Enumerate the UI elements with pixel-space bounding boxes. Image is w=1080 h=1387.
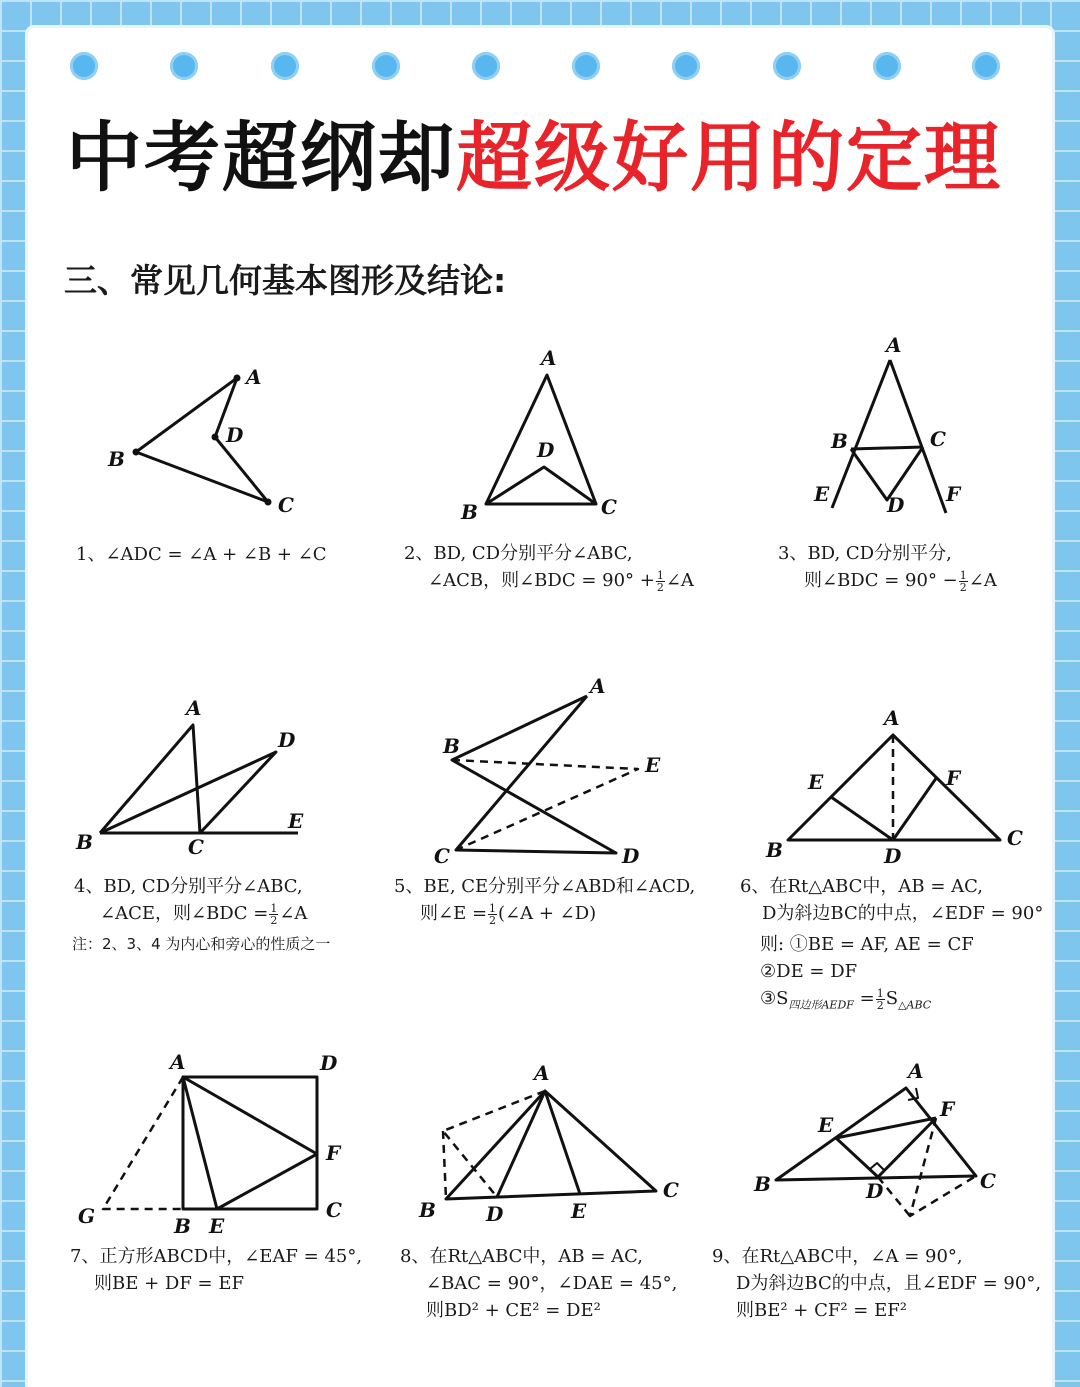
caption-6-eq: = [853, 988, 875, 1009]
binder-hole [972, 52, 1000, 80]
label-d: D [884, 844, 902, 868]
caption-4-line-2 [74, 900, 307, 927]
frac-num: 1 [959, 568, 967, 582]
label-e: E [209, 1214, 225, 1238]
point-c [265, 499, 272, 506]
fraction [959, 570, 968, 593]
caption-2-angle: ∠A [665, 570, 694, 591]
label-d: D [866, 1179, 884, 1203]
label-d: D [887, 493, 905, 517]
point-b [133, 449, 140, 456]
binder-hole [372, 52, 400, 80]
segment-bc [851, 447, 923, 449]
label-a: A [541, 346, 557, 370]
caption-3-line-2 [778, 567, 997, 594]
label-c: C [278, 493, 294, 517]
label-a: A [534, 1061, 550, 1085]
frac-den: 2 [489, 913, 497, 927]
point-a [234, 375, 241, 382]
caption-6-sub-1: 四边形AEDF [788, 998, 854, 1012]
label-a: A [590, 674, 606, 698]
label-c: C [663, 1178, 679, 1202]
label-b: B [174, 1214, 191, 1238]
title-red-part: 超级好用的定理 [456, 113, 1002, 202]
bisectors-bd-cd [100, 752, 276, 833]
page-title [66, 108, 1002, 208]
caption-7 [70, 1243, 362, 1297]
caption-6-line-5 [740, 985, 1043, 1019]
caption-6-line-1: 6、在Rt△ABC中，AB = AC, [740, 876, 984, 897]
right-angle-mark-d [870, 1163, 884, 1170]
label-e: E [645, 753, 661, 777]
label-f: F [946, 482, 961, 506]
caption-7-line-1: 7、正方形ABCD中，∠EAF = 45°, [70, 1246, 363, 1267]
frac-den: 2 [876, 998, 884, 1012]
triangle-abc [100, 725, 200, 833]
figure-8-diagram [410, 1055, 700, 1235]
label-e: E [808, 770, 824, 794]
caption-1-line: 1、∠ADC = ∠A + ∠B + ∠C [76, 544, 327, 565]
label-e: E [288, 809, 304, 833]
caption-4 [74, 873, 307, 927]
caption-2-line-1: 2、BD, CD分别平分∠ABC, [404, 543, 633, 564]
label-b: B [754, 1172, 771, 1196]
label-f: F [940, 1097, 955, 1121]
binder-hole [271, 52, 299, 80]
label-b: B [461, 500, 478, 524]
label-b: B [443, 734, 460, 758]
figure-1-outline [136, 378, 268, 502]
point-d [212, 434, 219, 441]
caption-8-line-2: ∠BAC = 90°，∠DAE = 45°, [426, 1273, 678, 1294]
label-c: C [601, 495, 617, 519]
binder-hole [773, 52, 801, 80]
caption-4-angle: ∠A [279, 903, 308, 924]
binder-hole [873, 52, 901, 80]
figure-6-diagram [760, 705, 1030, 870]
caption-9-line-2: D为斜边BC的中点，且∠EDF = 90°, [736, 1273, 1042, 1294]
label-f: F [326, 1141, 341, 1165]
label-d: D [486, 1202, 504, 1226]
caption-1 [76, 541, 327, 568]
caption-4-line-1: 4、BD, CD分别平分∠ABC, [74, 876, 303, 897]
figure-3-diagram [810, 335, 980, 525]
label-c: C [1007, 826, 1023, 850]
section-heading: 三、常见几何基本图形及结论: [64, 261, 507, 300]
label-a: A [908, 1059, 924, 1083]
label-a: A [884, 706, 900, 730]
label-d: D [622, 844, 640, 868]
label-c: C [930, 427, 946, 451]
caption-3-angle: ∠A [968, 570, 997, 591]
caption-6-s-2: S [885, 988, 899, 1009]
caption-2-line-2 [404, 567, 694, 594]
label-a: A [170, 1050, 186, 1074]
label-e: E [571, 1199, 587, 1223]
construction-b-link [443, 1131, 446, 1199]
label-b: B [766, 838, 783, 862]
caption-6-line-2: D为斜边BC的中点，∠EDF = 90° [762, 903, 1044, 924]
binder-hole [472, 52, 500, 80]
figure-9-diagram [750, 1060, 1020, 1230]
caption-6-sub-2: △ABC [898, 998, 932, 1012]
fraction [876, 988, 885, 1011]
caption-9 [712, 1243, 1041, 1324]
caption-7-line-2: 则BE + DF = EF [94, 1273, 244, 1294]
figure-1-diagram [100, 360, 320, 530]
frac-den: 2 [656, 580, 664, 594]
caption-3-text: 则∠BDC = 90° − [804, 570, 958, 591]
caption-9-line-3: 则BE² + CF² = EF² [736, 1300, 907, 1321]
binder-hole [672, 52, 700, 80]
fraction [488, 903, 497, 926]
frac-den: 2 [959, 580, 967, 594]
construction-a-g-b [103, 1077, 183, 1209]
label-c: C [434, 844, 450, 868]
label-c: C [980, 1169, 996, 1193]
label-d: D [226, 423, 244, 447]
label-e: E [814, 482, 830, 506]
frac-den: 2 [270, 913, 278, 927]
figure-2-diagram [450, 345, 640, 525]
label-a: A [246, 365, 262, 389]
caption-6-s-1: ③S [760, 988, 789, 1009]
caption-5-angle: (∠A + ∠D) [498, 903, 597, 924]
caption-8-line-3: 则BD² + CE² = DE² [426, 1300, 601, 1321]
label-b: B [831, 429, 848, 453]
frac-num: 1 [270, 901, 278, 915]
label-c: C [326, 1198, 342, 1222]
frac-num: 1 [876, 986, 884, 1000]
label-b: B [419, 1198, 436, 1222]
label-e: E [818, 1113, 834, 1137]
caption-5-line-2 [394, 900, 695, 927]
label-f: F [946, 766, 961, 790]
segments-ed-df [831, 777, 937, 840]
figure-5-diagram [420, 674, 661, 870]
figure-4-diagram [70, 695, 320, 865]
triangle-aef [183, 1077, 317, 1209]
caption-6 [740, 873, 1043, 1019]
path-a-b-d-c-a [452, 696, 616, 853]
caption-5-text: 则∠E = [420, 903, 488, 924]
caption-3-line-1: 3、BD, CD分别平分, [778, 543, 952, 564]
label-g: G [78, 1204, 96, 1228]
label-d: D [537, 438, 555, 462]
caption-2 [404, 540, 694, 594]
figure-7-diagram [70, 1045, 360, 1240]
label-a: A [186, 696, 202, 720]
binder-hole [572, 52, 600, 80]
label-b: B [76, 830, 93, 854]
caption-8-line-1: 8、在Rt△ABC中，AB = AC, [400, 1246, 644, 1267]
binder-hole [170, 52, 198, 80]
binder-hole [70, 52, 98, 80]
caption-5 [394, 873, 695, 927]
caption-4-text: ∠ACE，则∠BDC = [100, 903, 269, 924]
label-a: A [886, 333, 902, 357]
caption-9-line-1: 9、在Rt△ABC中，∠A = 90°, [712, 1246, 963, 1267]
caption-6-line-3: 则: ①BE = AF, AE = CF [760, 934, 974, 955]
label-c: C [188, 835, 204, 859]
bisectors-be-ce [452, 760, 638, 850]
fraction [269, 903, 278, 926]
title-black-part: 中考超纲却 [66, 113, 456, 202]
note: 注：2、3、4 为内心和旁心的性质之一 [72, 935, 331, 953]
frac-num: 1 [489, 901, 497, 915]
label-b: B [108, 447, 125, 471]
caption-6-line-4: ②DE = DF [760, 961, 858, 982]
fraction [656, 570, 665, 593]
frac-num: 1 [656, 568, 664, 582]
label-d: D [278, 728, 296, 752]
caption-8 [400, 1243, 677, 1324]
caption-2-text: ∠ACB，则∠BDC = 90° + [428, 570, 655, 591]
caption-5-line-1: 5、BE, CE分别平分∠ABD和∠ACD, [394, 876, 696, 897]
caption-3 [778, 540, 997, 594]
label-d: D [320, 1051, 338, 1075]
